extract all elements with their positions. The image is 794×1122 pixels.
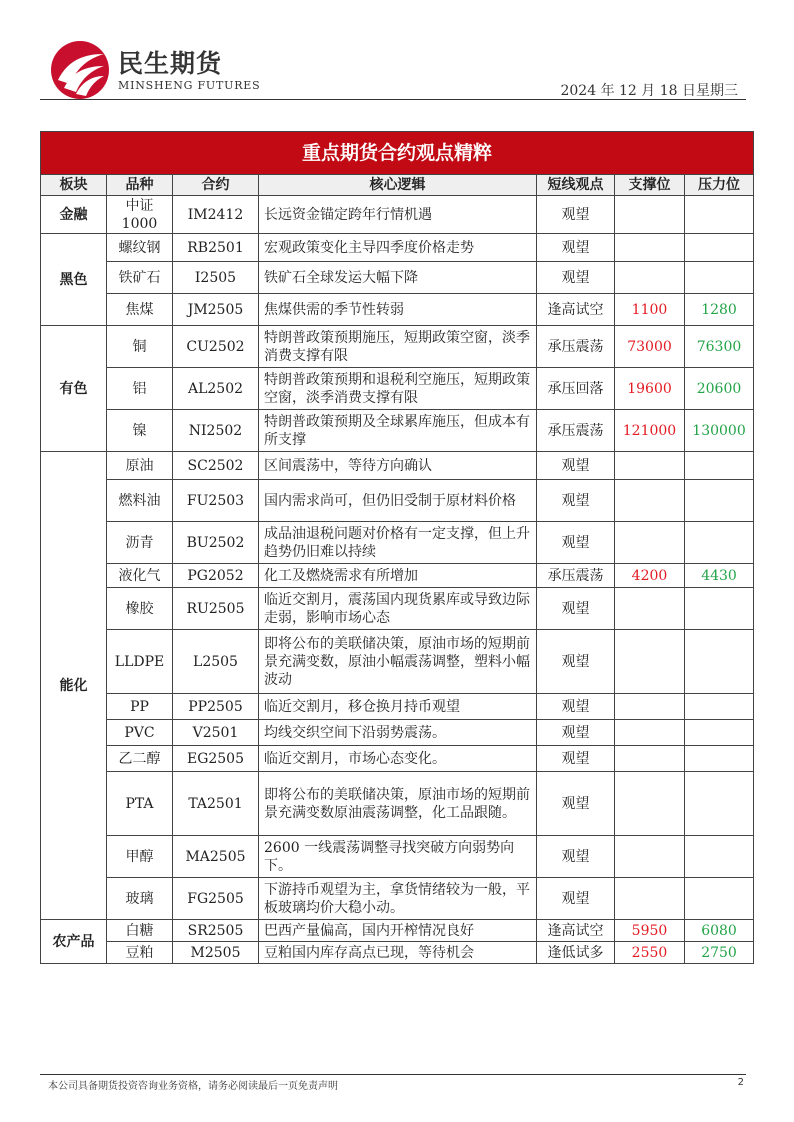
support-cell bbox=[615, 196, 685, 234]
resistance-cell bbox=[685, 878, 754, 920]
view-cell: 承压回落 bbox=[537, 368, 615, 410]
variety-cell: 沥青 bbox=[107, 522, 173, 564]
support-cell bbox=[615, 588, 685, 630]
resistance-cell: 130000 bbox=[685, 410, 754, 452]
page-number: 2 bbox=[737, 1077, 744, 1088]
view-cell: 观望 bbox=[537, 452, 615, 480]
table-row bbox=[41, 452, 754, 480]
logic-cell: 均线交织空间下沿弱势震荡。 bbox=[259, 720, 537, 746]
contract-cell: CU2502 bbox=[173, 326, 259, 368]
support-cell bbox=[615, 720, 685, 746]
logic-cell: 特朗普政策预期及全球累库施压，但成本有所支撑 bbox=[259, 410, 537, 452]
resistance-cell bbox=[685, 196, 754, 234]
support-cell bbox=[615, 262, 685, 294]
table-row bbox=[41, 480, 754, 522]
contract-cell: V2501 bbox=[173, 720, 259, 746]
support-cell bbox=[615, 522, 685, 564]
table-row bbox=[41, 878, 754, 920]
variety-cell: 白糖 bbox=[107, 920, 173, 942]
variety-cell: 螺纹钢 bbox=[107, 234, 173, 262]
sector-black: 黑色 bbox=[41, 234, 107, 326]
support-cell bbox=[615, 234, 685, 262]
view-cell: 观望 bbox=[537, 720, 615, 746]
support-cell: 4200 bbox=[615, 564, 685, 588]
contract-cell: PG2052 bbox=[173, 564, 259, 588]
contract-cell: JM2505 bbox=[173, 294, 259, 326]
resistance-cell: 2750 bbox=[685, 942, 754, 964]
resistance-cell bbox=[685, 522, 754, 564]
view-cell: 承压震荡 bbox=[537, 326, 615, 368]
logic-cell: 区间震荡中，等待方向确认 bbox=[259, 452, 537, 480]
variety-cell: 豆粕 bbox=[107, 942, 173, 964]
view-cell: 观望 bbox=[537, 836, 615, 878]
support-cell: 1100 bbox=[615, 294, 685, 326]
footer-divider bbox=[40, 1074, 746, 1075]
resistance-cell bbox=[685, 480, 754, 522]
col-header-support: 支撑位 bbox=[615, 175, 685, 196]
resistance-cell: 4430 bbox=[685, 564, 754, 588]
variety-cell: LLDPE bbox=[107, 630, 173, 694]
table-row bbox=[41, 410, 754, 452]
col-header-logic: 核心逻辑 bbox=[259, 175, 537, 196]
contract-cell: MA2505 bbox=[173, 836, 259, 878]
table-row bbox=[41, 564, 754, 588]
logic-cell: 国内需求尚可，但仍旧受制于原材料价格 bbox=[259, 480, 537, 522]
variety-cell: 铜 bbox=[107, 326, 173, 368]
view-cell: 观望 bbox=[537, 522, 615, 564]
support-cell bbox=[615, 630, 685, 694]
support-cell: 121000 bbox=[615, 410, 685, 452]
logic-cell: 2600 一线震荡调整寻找突破方向弱势向下。 bbox=[259, 836, 537, 878]
logic-cell: 下游持币观望为主，拿货情绪较为一般，平板玻璃均价大稳小动。 bbox=[259, 878, 537, 920]
view-cell: 观望 bbox=[537, 630, 615, 694]
support-cell bbox=[615, 480, 685, 522]
logic-cell: 巴西产量偏高，国内开榨情况良好 bbox=[259, 920, 537, 942]
view-cell: 观望 bbox=[537, 878, 615, 920]
contract-cell: TA2501 bbox=[173, 772, 259, 836]
logic-cell: 特朗普政策预期和退税利空施压，短期政策空窗，淡季消费支撑有限 bbox=[259, 368, 537, 410]
support-cell: 5950 bbox=[615, 920, 685, 942]
variety-cell: PTA bbox=[107, 772, 173, 836]
view-cell: 观望 bbox=[537, 234, 615, 262]
table-row bbox=[41, 772, 754, 836]
table-row bbox=[41, 630, 754, 694]
logic-cell: 临近交割月，震荡国内现货累库或导致边际走弱，影响市场心态 bbox=[259, 588, 537, 630]
contract-cell: PP2505 bbox=[173, 694, 259, 720]
logic-cell: 铁矿石全球发运大幅下降 bbox=[259, 262, 537, 294]
table-row bbox=[41, 368, 754, 410]
table-row bbox=[41, 942, 754, 964]
logic-cell: 即将公布的美联储决策，原油市场的短期前景充满变数原油震荡调整，化工品跟随。 bbox=[259, 772, 537, 836]
logic-cell: 化工及燃烧需求有所增加 bbox=[259, 564, 537, 588]
sector-agri: 农产品 bbox=[41, 920, 107, 964]
variety-cell: 乙二醇 bbox=[107, 746, 173, 772]
support-cell bbox=[615, 694, 685, 720]
disclaimer-text: 本公司具备期货投资咨询业务资格，请务必阅读最后一页免责声明 bbox=[48, 1081, 338, 1092]
variety-cell: PVC bbox=[107, 720, 173, 746]
table-row bbox=[41, 720, 754, 746]
support-cell: 19600 bbox=[615, 368, 685, 410]
contract-cell: BU2502 bbox=[173, 522, 259, 564]
resistance-cell: 76300 bbox=[685, 326, 754, 368]
contract-cell: L2505 bbox=[173, 630, 259, 694]
contract-cell: RU2505 bbox=[173, 588, 259, 630]
variety-cell: 镍 bbox=[107, 410, 173, 452]
logic-cell: 临近交割月，市场心态变化。 bbox=[259, 746, 537, 772]
view-cell: 观望 bbox=[537, 480, 615, 522]
view-cell: 观望 bbox=[537, 746, 615, 772]
table-row bbox=[41, 920, 754, 942]
table-row bbox=[41, 694, 754, 720]
logic-cell: 焦煤供需的季节性转弱 bbox=[259, 294, 537, 326]
view-cell: 观望 bbox=[537, 262, 615, 294]
sector-energy: 能化 bbox=[41, 452, 107, 920]
logic-cell: 临近交割月，移仓换月持币观望 bbox=[259, 694, 537, 720]
variety-cell: 燃料油 bbox=[107, 480, 173, 522]
logic-cell: 即将公布的美联储决策，原油市场的短期前景充满变数，原油小幅震荡调整，塑料小幅波动 bbox=[259, 630, 537, 694]
logic-cell: 特朗普政策预期施压，短期政策空窗，淡季消费支撑有限 bbox=[259, 326, 537, 368]
contract-cell: EG2505 bbox=[173, 746, 259, 772]
col-header-sector: 板块 bbox=[41, 175, 107, 196]
variety-cell: 橡胶 bbox=[107, 588, 173, 630]
variety-cell: 甲醇 bbox=[107, 836, 173, 878]
col-header-resistance: 压力位 bbox=[685, 175, 754, 196]
resistance-cell bbox=[685, 630, 754, 694]
resistance-cell bbox=[685, 746, 754, 772]
variety-cell: 铝 bbox=[107, 368, 173, 410]
contract-cell: RB2501 bbox=[173, 234, 259, 262]
view-cell: 观望 bbox=[537, 772, 615, 836]
variety-cell: 液化气 bbox=[107, 564, 173, 588]
support-cell: 2550 bbox=[615, 942, 685, 964]
view-cell: 逢高试空 bbox=[537, 294, 615, 326]
support-cell bbox=[615, 746, 685, 772]
resistance-cell: 6080 bbox=[685, 920, 754, 942]
support-cell bbox=[615, 772, 685, 836]
view-cell: 观望 bbox=[537, 196, 615, 234]
contract-cell: NI2502 bbox=[173, 410, 259, 452]
support-cell bbox=[615, 878, 685, 920]
table-row bbox=[41, 234, 754, 262]
resistance-cell bbox=[685, 720, 754, 746]
logic-cell: 宏观政策变化主导四季度价格走势 bbox=[259, 234, 537, 262]
resistance-cell bbox=[685, 836, 754, 878]
report-date: 2024 年 12 月 18 日星期三 bbox=[560, 83, 738, 99]
variety-cell: 焦煤 bbox=[107, 294, 173, 326]
table-row bbox=[41, 326, 754, 368]
contract-cell: M2505 bbox=[173, 942, 259, 964]
col-header-view: 短线观点 bbox=[537, 175, 615, 196]
support-cell bbox=[615, 452, 685, 480]
table-row bbox=[41, 746, 754, 772]
contract-cell: FG2505 bbox=[173, 878, 259, 920]
logic-cell: 成品油退税问题对价格有一定支撑，但上升趋势仍旧难以持续 bbox=[259, 522, 537, 564]
resistance-cell bbox=[685, 262, 754, 294]
header-divider bbox=[40, 99, 746, 100]
table-row bbox=[41, 588, 754, 630]
support-cell bbox=[615, 836, 685, 878]
contract-cell: IM2412 bbox=[173, 196, 259, 234]
contract-cell: AL2502 bbox=[173, 368, 259, 410]
variety-cell: 铁矿石 bbox=[107, 262, 173, 294]
sector-nonferrous: 有色 bbox=[41, 326, 107, 452]
table-row bbox=[41, 294, 754, 326]
view-cell: 观望 bbox=[537, 588, 615, 630]
table-header-row bbox=[41, 175, 754, 196]
futures-views-table bbox=[40, 131, 754, 964]
view-cell: 逢高试空 bbox=[537, 920, 615, 942]
contract-cell: SC2502 bbox=[173, 452, 259, 480]
view-cell: 逢低试多 bbox=[537, 942, 615, 964]
resistance-cell: 1280 bbox=[685, 294, 754, 326]
variety-cell: 中证1000 bbox=[107, 196, 173, 234]
table-row bbox=[41, 196, 754, 234]
table-row bbox=[41, 522, 754, 564]
brand-name-cn: 民生期货 bbox=[118, 49, 223, 78]
view-cell: 承压震荡 bbox=[537, 564, 615, 588]
view-cell: 观望 bbox=[537, 694, 615, 720]
logic-cell: 豆粕国内库存高点已现，等待机会 bbox=[259, 942, 537, 964]
table-row bbox=[41, 836, 754, 878]
resistance-cell bbox=[685, 452, 754, 480]
table-row bbox=[41, 262, 754, 294]
table-title: 重点期货合约观点精粹 bbox=[41, 132, 754, 175]
support-cell: 73000 bbox=[615, 326, 685, 368]
minsheng-logo-icon bbox=[50, 40, 110, 100]
variety-cell: PP bbox=[107, 694, 173, 720]
variety-cell: 玻璃 bbox=[107, 878, 173, 920]
resistance-cell bbox=[685, 694, 754, 720]
brand-name-en: MINSHENG FUTURES bbox=[118, 79, 261, 92]
contract-cell: I2505 bbox=[173, 262, 259, 294]
logic-cell: 长远资金锚定跨年行情机遇 bbox=[259, 196, 537, 234]
resistance-cell: 20600 bbox=[685, 368, 754, 410]
variety-cell: 原油 bbox=[107, 452, 173, 480]
col-header-contract: 合约 bbox=[173, 175, 259, 196]
col-header-variety: 品种 bbox=[107, 175, 173, 196]
resistance-cell bbox=[685, 588, 754, 630]
resistance-cell bbox=[685, 234, 754, 262]
resistance-cell bbox=[685, 772, 754, 836]
view-cell: 承压震荡 bbox=[537, 410, 615, 452]
contract-cell: SR2505 bbox=[173, 920, 259, 942]
contract-cell: FU2503 bbox=[173, 480, 259, 522]
sector-finance: 金融 bbox=[41, 196, 107, 234]
